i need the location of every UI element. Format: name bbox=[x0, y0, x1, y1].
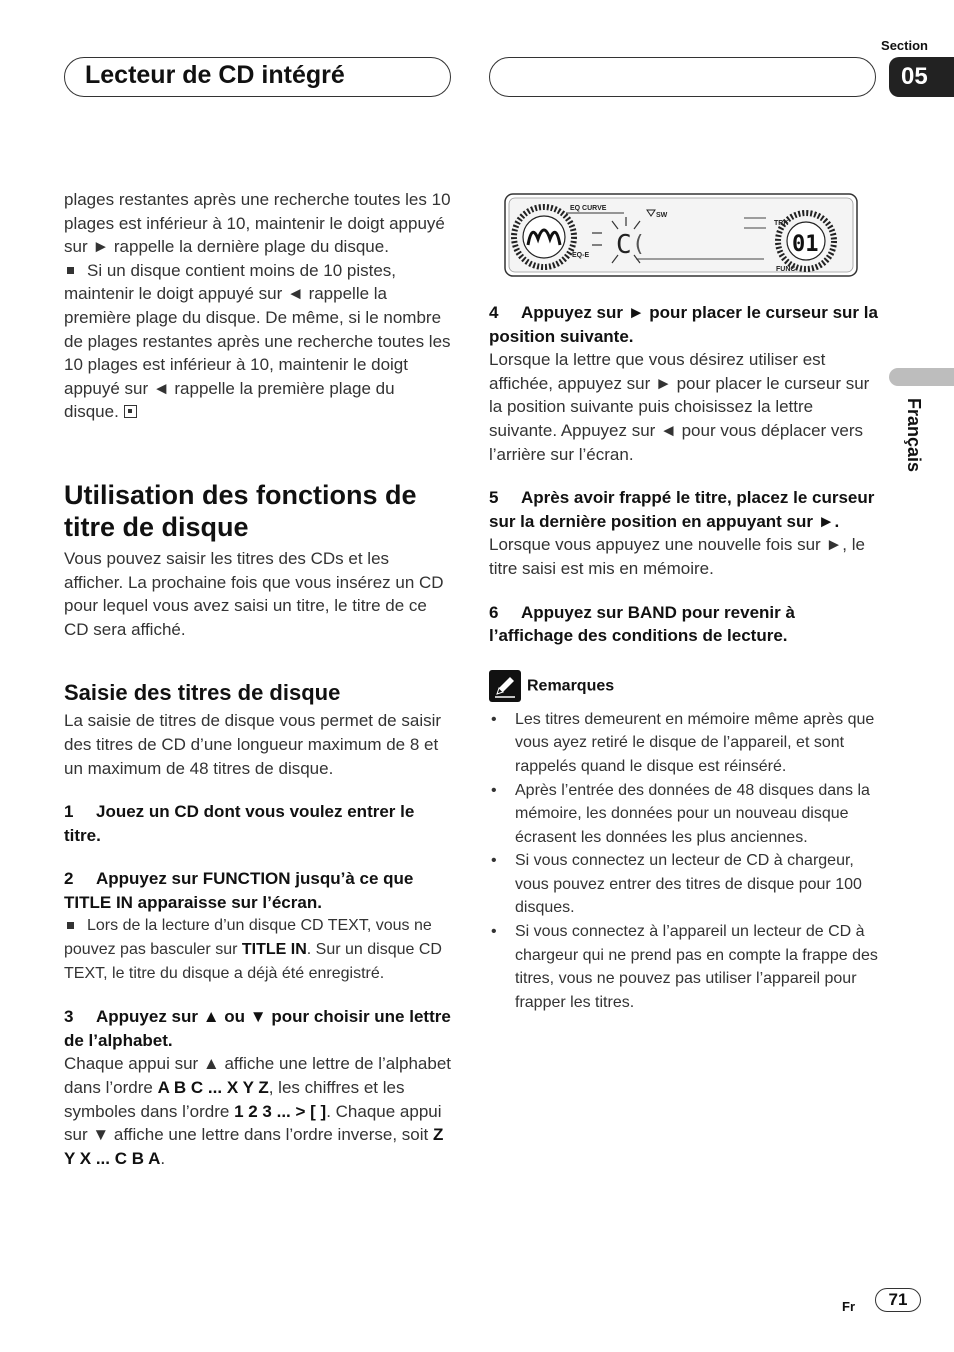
step-4-body: Lorsque la lettre que vous désirez utiliser est affichée, appuyez sur ► pour placer le curseur sur la position suivante puis choisissez la lettre suivante. Appuyez sur ◄ pour vous déplacer vers l’arrière sur l’écran. bbox=[489, 350, 870, 464]
section-number: 05 bbox=[889, 57, 954, 97]
notes-list bbox=[489, 708, 879, 1015]
list-item: • Après l’entrée des données de 48 disques dans la mémoire, les données pour un nouveau disque écrasent les données les plus anciennes. bbox=[489, 779, 879, 850]
list-item: • Si vous connectez un lecteur de CD à chargeur, vous pouvez entrer des titres de disque pour 100 disques. bbox=[489, 849, 879, 920]
continued-paragraph: plages restantes après une recherche toutes les 10 plages est inférieur à 10, maintenir le doigt appuyé sur ► rappelle la dernière plage du disque. bbox=[64, 190, 451, 257]
end-mark-icon bbox=[124, 405, 137, 418]
step-3-body: Chaque appui sur ▲ affiche une lettre de l’alphabet dans l’ordre A B C ... X Y Z, les chiffres et les symboles dans l’ordre 1 2 3 ... > [ ]. Chaque appui sur ▼ affiche une lettre dans l’ordre inverse, soit Z Y X ... C B A. bbox=[64, 1054, 451, 1168]
subsection-intro: La saisie de titres de disque vous permet de saisir des titres de CD d’une longueur maximum de 8 et un maximum de 48 titres de disque. bbox=[64, 711, 442, 778]
step-2: 2 Appuyez sur FUNCTION jusqu’à ce que TITLE IN apparaisse sur l’écran. bbox=[64, 869, 414, 912]
page-number: 71 bbox=[875, 1288, 921, 1312]
lcd-sw-label: SW bbox=[656, 212, 668, 219]
side-tab bbox=[889, 368, 954, 386]
lcd-eq-curve-label: EQ CURVE bbox=[570, 205, 607, 212]
step-3: 3 Appuyez sur ▲ ou ▼ pour choisir une lettre de l’alphabet. bbox=[64, 1007, 451, 1050]
lcd-display-svg bbox=[504, 193, 858, 277]
bullet-note: Si un disque contient moins de 10 pistes, maintenir le doigt appuyé sur ◄ rappelle la première plage du disque. De même, si le nombre de plages restantes après une recherche toutes les 10 plages est inférieur à 10, maintenir le doigt appuyé sur ◄ rappelle la première plage du disque. bbox=[64, 260, 451, 422]
left-column bbox=[64, 188, 452, 1170]
header-blank-frame bbox=[489, 57, 876, 97]
square-bullet-icon bbox=[67, 267, 74, 274]
list-item: • Si vous connectez à l’appareil un lecteur de CD à chargeur qui ne prend pas en compte la frappe des titres, vous ne pouvez pas utiliser l’appareil pour frapper les titres. bbox=[489, 920, 879, 1014]
page-title: Lecteur de CD intégré bbox=[85, 61, 345, 89]
step-1: 1 Jouez un CD dont vous voulez entrer le titre. bbox=[64, 802, 415, 845]
step-5: 5 Après avoir frappé le titre, placez le curseur sur la dernière position en appuyant sur ►. bbox=[489, 488, 875, 531]
pencil-note-icon bbox=[489, 670, 521, 702]
right-column bbox=[489, 301, 879, 1014]
lcd-trk-label: TRK bbox=[774, 220, 789, 227]
list-item: • Les titres demeurent en mémoire même après que vous ayez retiré le disque de l’appareil, et sont rappelés quand le disque est réinséré. bbox=[489, 708, 879, 779]
notes-title: Remarques bbox=[527, 677, 615, 695]
section-heading: Utilisation des fonctions de titre de disque bbox=[64, 479, 417, 542]
svg-text:(: ( bbox=[632, 232, 646, 257]
section-intro: Vous pouvez saisir les titres des CDs et les afficher. La prochaine fois que vous insérez un CD pour lequel vous avez saisi un titre, le titre de ce CD sera affiché. bbox=[64, 548, 444, 639]
lcd-func-label: FUNC bbox=[776, 266, 796, 273]
subsection-heading: Saisie des titres de disque bbox=[64, 680, 341, 706]
step-4: 4 Appuyez sur ► pour placer le curseur sur la position suivante. bbox=[489, 303, 878, 346]
lcd-display-illustration bbox=[504, 193, 858, 277]
step-5-body: Lorsque vous appuyez une nouvelle fois sur ►, le titre saisi est mis en mémoire. bbox=[489, 535, 865, 578]
step-6: 6 Appuyez sur BAND pour revenir à l’affichage des conditions de lecture. bbox=[489, 602, 795, 646]
step-2-note: Lors de la lecture d’un disque CD TEXT, vous ne pouvez pas basculer sur TITLE IN. Sur un disque CD TEXT, le titre du disque a déjà été enregistré. bbox=[64, 917, 442, 982]
square-bullet-icon bbox=[67, 922, 74, 929]
side-language: Français bbox=[904, 398, 924, 473]
footer-language: Fr bbox=[842, 1299, 855, 1314]
section-label: Section bbox=[881, 38, 928, 53]
header-title-frame bbox=[64, 57, 451, 97]
lcd-segment-char: C bbox=[616, 230, 632, 260]
lcd-eq-e-label: EQ-E bbox=[572, 252, 590, 259]
lcd-track-number: 01 bbox=[792, 232, 819, 257]
notes-header bbox=[489, 670, 879, 702]
